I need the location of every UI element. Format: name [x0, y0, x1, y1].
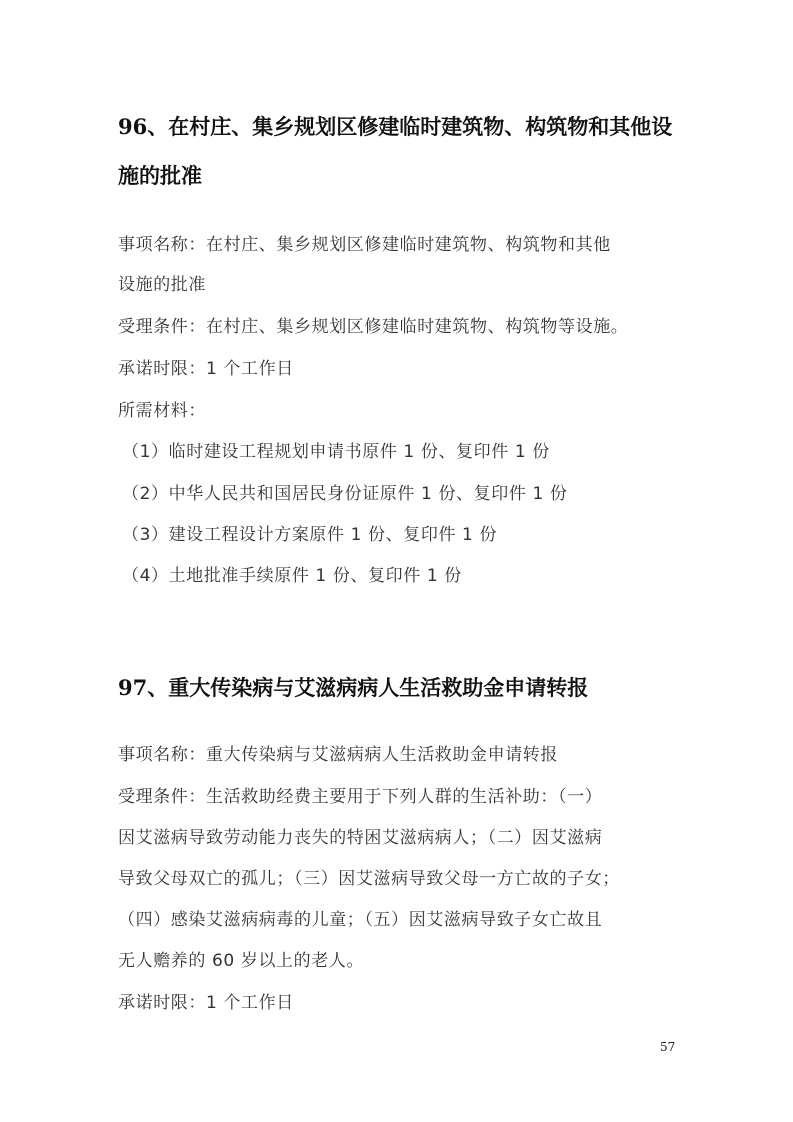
- page-number: 57: [660, 1040, 676, 1054]
- section-97-heading: 97、重大传染病与艾滋病病人生活救助金申请转报: [118, 675, 589, 700]
- section-97-conditions-line-3: 导致父母双亡的孤儿；（三）因艾滋病导致父母一方亡故的子女；: [118, 869, 620, 889]
- section-97-item-name: 事项名称：重大传染病与艾滋病病人生活救助金申请转报: [118, 745, 558, 765]
- section-96-heading-line-1: 96、在村庄、集乡规划区修建临时建筑物、构筑物和其他设: [118, 114, 673, 139]
- section-97-time-limit: 承诺时限：1 个工作日: [118, 993, 294, 1013]
- section-96-materials-label: 所需材料：: [118, 401, 206, 421]
- section-96-heading-line-2: 施的批准: [118, 163, 202, 188]
- section-96-item-name-line-2: 设施的批准: [118, 275, 206, 295]
- section-96-time-limit: 承诺时限：1 个工作日: [118, 359, 294, 379]
- section-96-item-name-line-1: 事项名称：在村庄、集乡规划区修建临时建筑物、构筑物和其他: [118, 235, 611, 255]
- section-97-conditions-line-1: 受理条件：生活救助经费主要用于下列人群的生活补助：（一）: [118, 787, 603, 807]
- section-97-conditions-line-2: 因艾滋病导致劳动能力丧失的特困艾滋病病人；（二）因艾滋病: [118, 828, 603, 848]
- section-96-material-item: （4）土地批准手续原件 1 份、复印件 1 份: [122, 566, 462, 586]
- section-97-conditions-line-4: （四）感染艾滋病病毒的儿童；（五）因艾滋病导致子女亡故且: [118, 910, 603, 930]
- section-96-material-item: （2）中华人民共和国居民身份证原件 1 份、复印件 1 份: [122, 484, 568, 504]
- section-96-material-item: （3）建设工程设计方案原件 1 份、复印件 1 份: [122, 525, 498, 545]
- section-96-conditions: 受理条件：在村庄、集乡规划区修建临时建筑物、构筑物等设施。: [118, 317, 629, 337]
- section-97-conditions-line-5: 无人赡养的 60 岁以上的老人。: [118, 951, 365, 971]
- section-96-material-item: （1）临时建设工程规划申请书原件 1 份、复印件 1 份: [122, 442, 550, 462]
